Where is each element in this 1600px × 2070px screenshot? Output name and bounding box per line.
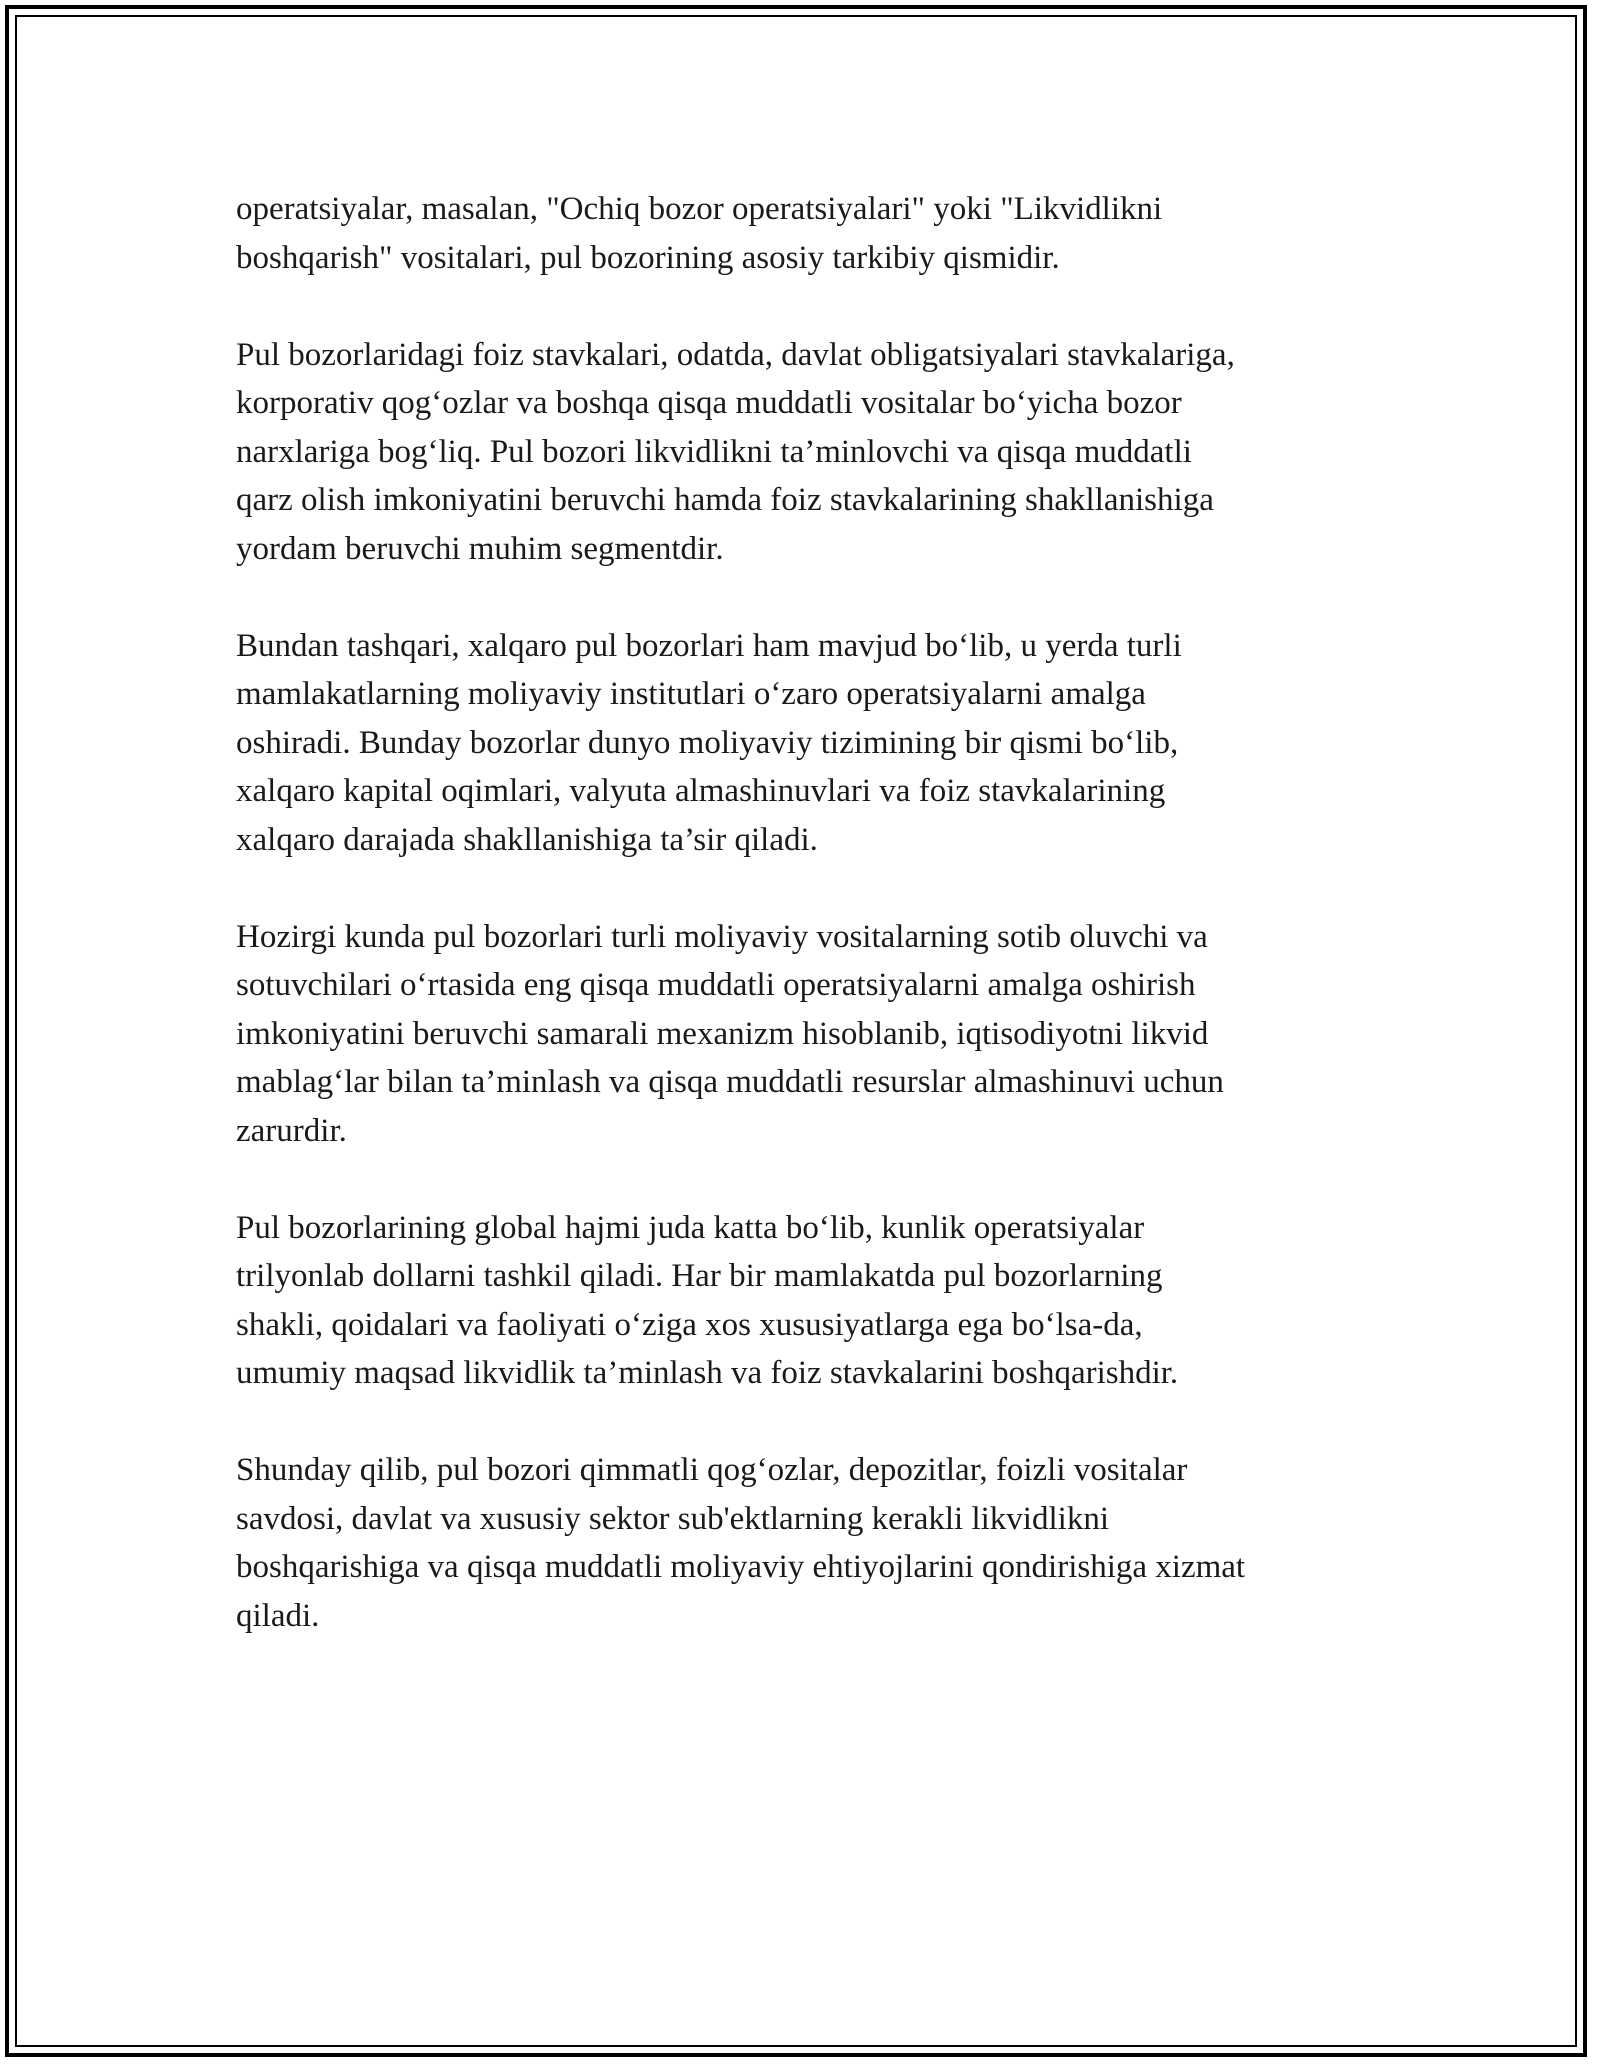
paragraph: operatsiyalar, masalan, "Ochiq bozor operatsiyalari" yoki "Likvidlikni boshqarish" vositalari, pul bozorining asosiy tarkibiy qismidir. bbox=[236, 191, 1163, 276]
document-body bbox=[236, 185, 1396, 1689]
paragraph: Pul bozorlaridagi foiz stavkalari, odatda, davlat obligatsiyalari stavkalariga, korporativ qog‘ozlar va boshqa qisqa muddatli vositalar bo‘yicha bozor narxlariga bog‘liq. Pul bozori likvidlikni ta’minlovchi va qisqa muddatli qarz olish imkoniyatini beruvchi hamda foiz stavkalarining shakllanishiga yordam beruvchi muhim segmentdir. bbox=[236, 336, 1235, 567]
paragraph: Pul bozorlarining global hajmi juda katta bo‘lib, kunlik operatsiyalar trilyonlab dollarni tashkil qiladi. Har bir mamlakatda pul bozorlarning shakli, qoidalari va faoliyati o‘ziga xos xususiyatlarga ega bo‘lsa-da, umumiy maqsad likvidlik ta’minlash va foiz stavkalarini boshqarishdir. bbox=[236, 1209, 1179, 1391]
paragraph: Bundan tashqari, xalqaro pul bozorlari ham mavjud bo‘lib, u yerda turli mamlakatlarning moliyaviy institutlari o‘zaro operatsiyalarni amalga oshiradi. Bunday bozorlar dunyo moliyaviy tizimining bir qismi bo‘lib, xalqaro kapital oqimlari, valyuta almashinuvlari va foiz stavkalarining xalqaro darajada shakllanishiga ta’sir qiladi. bbox=[236, 627, 1182, 858]
paragraph: Shunday qilib, pul bozori qimmatli qog‘ozlar, depozitlar, foizli vositalar savdosi, davlat va xususiy sektor sub'ektlarning kerakli likvidlikni boshqarishiga va qisqa muddatli moliyaviy ehtiyojlarini qondirishiga xizmat qiladi. bbox=[236, 1452, 1246, 1634]
paragraph: Hozirgi kunda pul bozorlari turli moliyaviy vositalarning sotib oluvchi va sotuvchilari o‘rtasida eng qisqa muddatli operatsiyalarni amalga oshirish imkoniyatini beruvchi samarali mexanizm hisoblanib, iqtisodiyotni likvid mablag‘lar bilan ta’minlash va qisqa muddatli resurslar almashinuvi uchun zarurdir. bbox=[236, 918, 1224, 1149]
